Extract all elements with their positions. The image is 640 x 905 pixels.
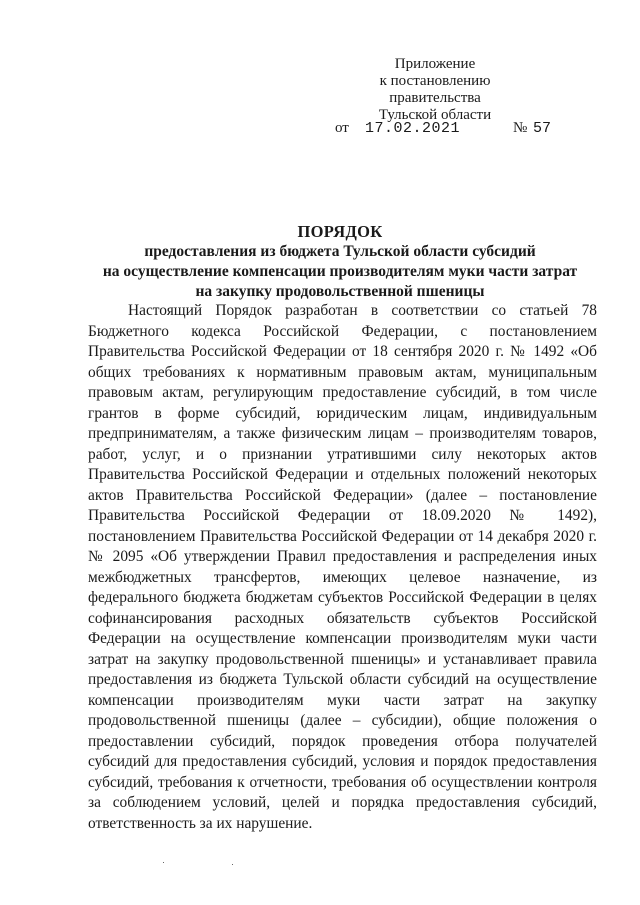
title-line-1: предоставления из бюджета Тульской области субсидий: [144, 243, 536, 260]
date-from-label: от: [335, 120, 349, 136]
title-heading: ПОРЯДОК: [297, 222, 383, 241]
document-date: 17.02.2021: [365, 120, 461, 137]
annex-header: [335, 56, 535, 124]
body-paragraph: Настоящий Порядок разработан в соответствии со статьей 78 Бюджетного кодекса Российской Федерации, с постановлением Правительства Российской Федерации от 18 сентября 2020 г. № 1492 «Об общих требованиях к нормативным правовым актам, муниципальным правовым актам, регулирующим предоставление субсидий, в том числе грантов в форме субсидий, юридическим лицам, индивидуальным предпринимателям, а также физическим лицам – производителям товаров, работ, услуг, и о признании утратившими силу некоторых актов Правительства Российской Федерации и отдельных положений некоторых актов Правительства Российской Федерации» (далее – постановление Правительства Российской Федерации от 18.09.2020 № 1492), постановлением Правительства Российской Федерации от 14 декабря 2020 г. № 2095 «Об утверждении Правил предоставления и распределения иных межбюджетных трансфертов, имеющих целевое назначение, из федерального бюджета бюджетам субъектов Российской Федерации в целях софинансирования расходных обязательств субъектов Российской Федерации на осуществление компенсации производителям муки части затрат на закупку продовольственной пшеницы» и устанавливает правила предоставления из бюджета Тульской области субсидий на осуществление компенсации производителям муки части затрат на закупку продовольственной пшеницы (далее – субсидии), общие положения о предоставлении субсидий, порядок проведения отбора получателей субсидий для предоставления субсидий, условия и порядок предоставления субсидий, требования к отчетности, требования об осуществлении контроля за соблюдением условий, целей и порядка предоставления субсидий, ответственность за их нарушение.: [88, 302, 597, 832]
document-title: [80, 222, 600, 302]
number-sign: №: [513, 120, 528, 136]
scan-speck: [232, 864, 233, 865]
annex-line-1: Приложение: [394, 56, 476, 72]
title-line-2: на осуществление компенсации производителям муки части затрат: [102, 263, 578, 280]
annex-line-2: к постановлению правительства: [379, 73, 491, 106]
scan-speck: [163, 862, 164, 863]
date-number-line: [335, 120, 565, 138]
document-number: 57: [533, 120, 552, 137]
title-line-3: на закупку продовольственной пшеницы: [195, 283, 485, 300]
annex-line-3: Тульской области: [378, 107, 492, 123]
